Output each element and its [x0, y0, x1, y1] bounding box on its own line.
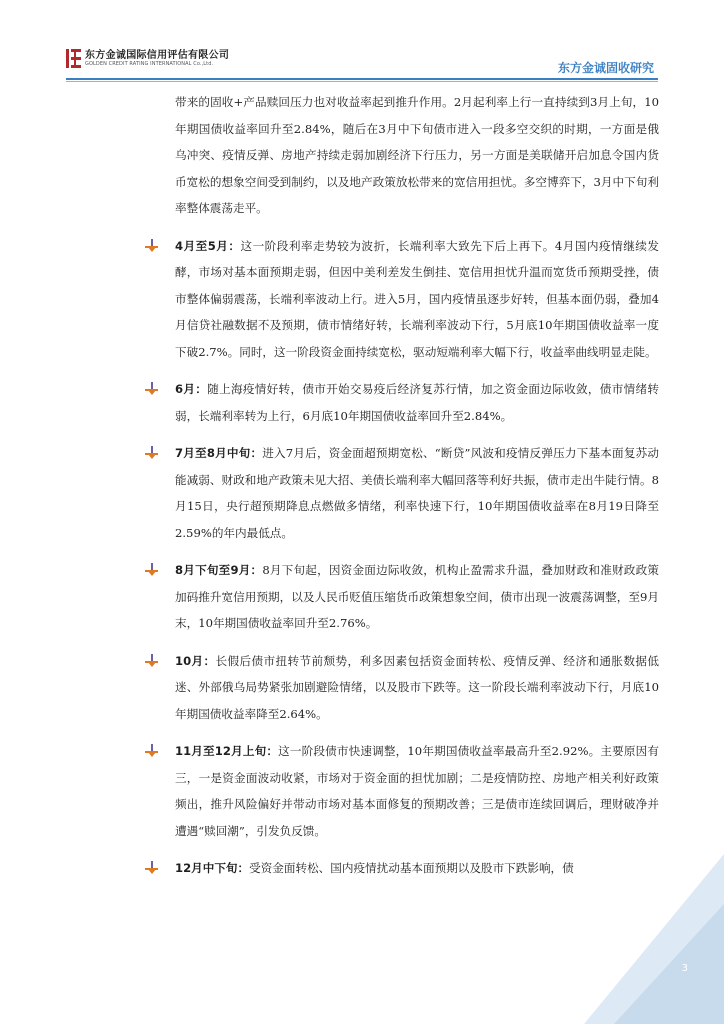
list-item [175, 648, 659, 728]
list-item [175, 738, 659, 844]
item-text: 长假后债市扭转节前颓势，利多因素包括资金面转松、疫情反弹、经济和通胀数据低迷、外部俄乌局势紧张加剧避险情绪，以及股市下跌等。这一阶段长端利率波动下行，月底10年期国债收益率降至2.64%。 [175, 653, 659, 721]
list-item [175, 557, 659, 637]
brand-title: 东方金诚固收研究 [557, 61, 654, 75]
bullet-arrow-icon [145, 861, 159, 875]
corner-decoration [584, 834, 724, 1024]
item-lead: 6月： [175, 382, 208, 396]
bullet-arrow-icon [145, 239, 159, 253]
header-rule-thin [66, 81, 658, 82]
list-item [175, 376, 659, 429]
body-content [175, 89, 659, 882]
item-text: 这一阶段利率走势较为波折，长端利率大致先下后上再下。4月国内疫情继续发酵，市场对基本面预期走弱，但因中美利差发生倒挂、宽信用担忧升温而宽货币预期受挫，债市整体偏弱震荡，长端利率波动上行。进入5月，国内疫情虽逐步好转，但基本面仍弱，叠加4月信贷社融数据不及预期，债市情绪好转，长端利率波动下行，5月底10年期国债收益率一度下破2.7%。同时，这一阶段资金面持续宽松，驱动短端利率大幅下行，收益率曲线明显走陡。 [175, 238, 659, 359]
company-name-en: GOLDEN CREDIT RATING INTERNATIONAL Co.,Ltd. [85, 60, 214, 67]
page-number: 3 [681, 963, 688, 974]
item-lead: 7月至8月中旬： [175, 446, 263, 460]
item-lead: 4月至5月： [175, 238, 241, 253]
item-lead: 11月至12月上旬： [175, 744, 279, 758]
list-item [175, 440, 659, 546]
item-lead: 12月中下旬： [175, 861, 250, 875]
list-item [175, 233, 659, 366]
logo-mark-icon [66, 49, 81, 68]
item-lead: 8月下旬至9月： [175, 563, 263, 577]
item-text: 随上海疫情好转，债市开始交易疫后经济复苏行情，加之资金面边际收敛，债市情绪转弱，长端利率转为上行，6月底10年期国债收益率回升至2.84%。 [175, 382, 659, 423]
bullet-arrow-icon [145, 744, 159, 758]
bullet-arrow-icon [145, 563, 159, 577]
company-name-cn: 东方金诚国际信用评估有限公司 [85, 49, 230, 61]
bullet-arrow-icon [145, 382, 159, 396]
header-rule [66, 78, 658, 80]
timeline-list [175, 233, 659, 882]
item-text: 进入7月后，资金面超预期宽松、“断贷”风波和疫情反弹压力下基本面复苏动能减弱、财政和地产政策未见大招、美债长端利率大幅回落等利好共振，债市走出牛陡行情。8月15日，央行超预期降息点燃做多情绪，利率快速下行，10年期国债收益率在8月19日降至2.59%的年内最低点。 [175, 446, 659, 540]
bullet-arrow-icon [145, 446, 159, 460]
page-header [0, 0, 724, 82]
bullet-arrow-icon [145, 654, 159, 668]
item-text: 受资金面转松、国内疫情扰动基本面预期以及股市下跌影响，债 [249, 861, 574, 875]
company-logo [66, 49, 229, 68]
intro-paragraph: 带来的固收+产品赎回压力也对收益率起到推升作用。2月起利率上行一直持续到3月上旬，10年期国债收益率回升至2.84%，随后在3月中下旬债市进入一段多空交织的时期，一方面是俄乌冲突、疫情反弹、房地产持续走弱加剧经济下行压力，另一方面是美联储开启加息令国内货币宽松的想象空间受到制约，以及地产政策放松带来的宽信用担忧。多空博弈下，3月中下旬利率整体震荡走平。 [175, 95, 659, 215]
item-text: 这一阶段债市快速调整，10年期国债收益率最高升至2.92%。主要原因有三，一是资金面波动收紧，市场对于资金面的担忧加剧；二是疫情防控、房地产相关利好政策频出，推升风险偏好并带动市场对基本面修复的预期改善；三是债市连续回调后，理财破净并遭遇“赎回潮”，引发负反馈。 [175, 744, 659, 838]
item-text: 8月下旬起，因资金面边际收敛，机构止盈需求升温，叠加财政和准财政政策加码推升宽信用预期，以及人民币贬值压缩货币政策想象空间，债市出现一波震荡调整，至9月末，10年期国债收益率回升至2.76%。 [175, 563, 659, 630]
item-lead: 10月： [175, 653, 216, 668]
